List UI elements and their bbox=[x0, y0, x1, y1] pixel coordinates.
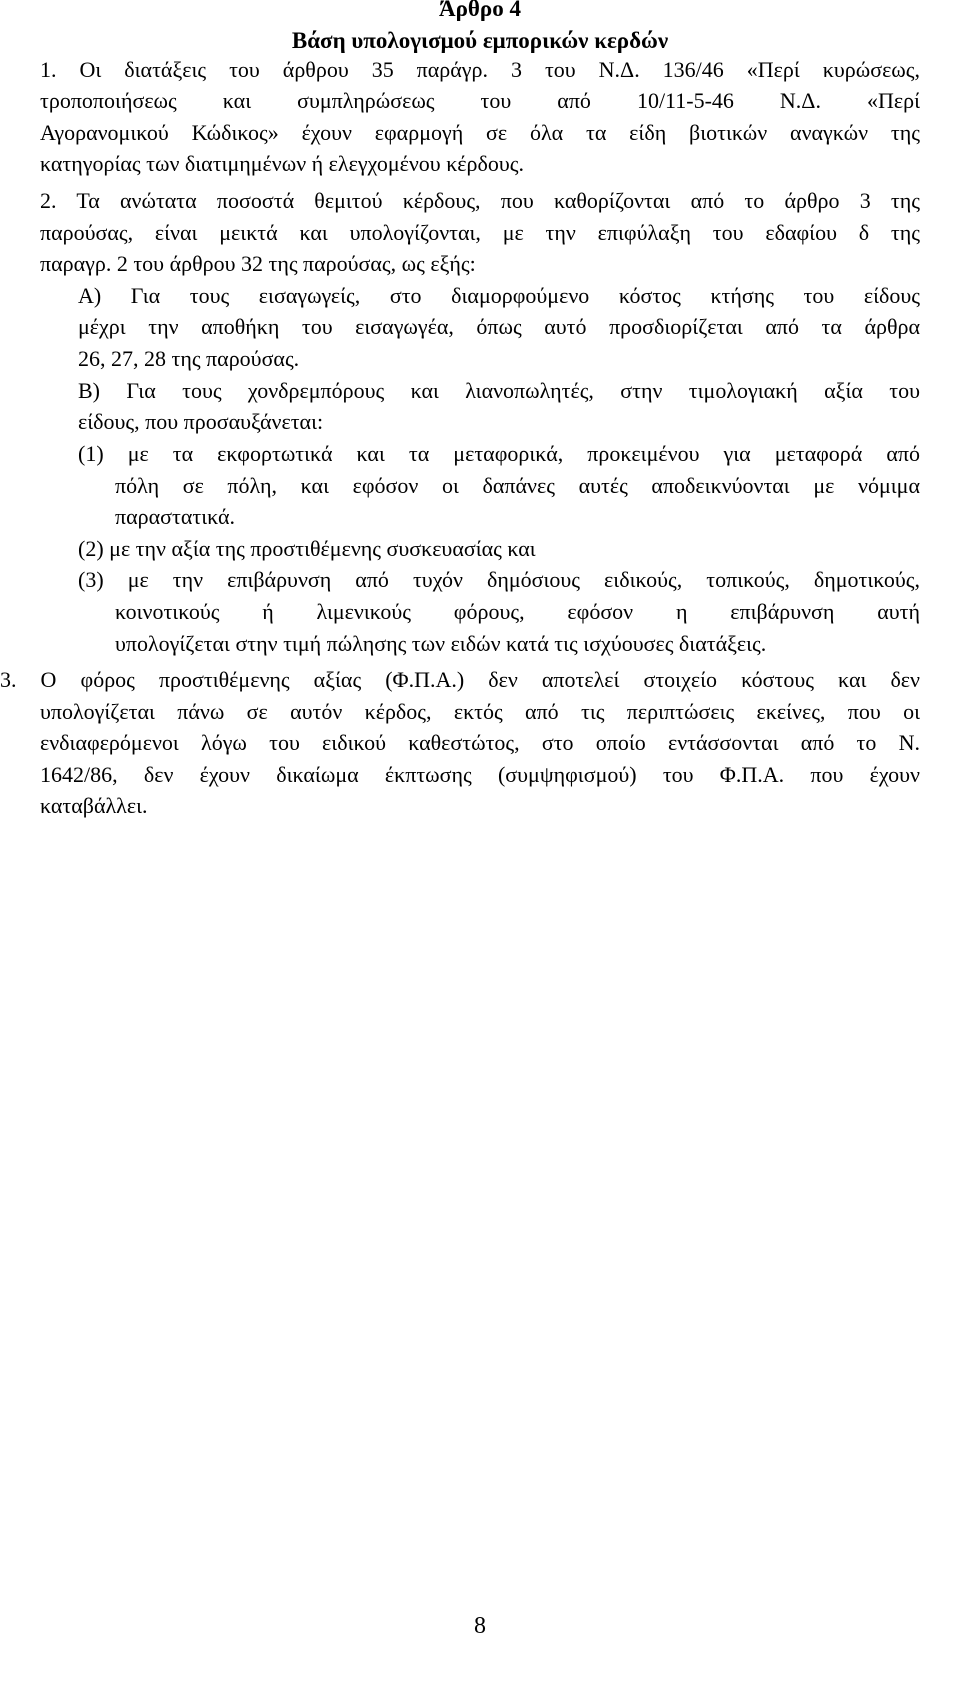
paragraph-2-line: παραγρ. 2 του άρθρου 32 της παρούσας, ως εξής: bbox=[40, 251, 476, 276]
paragraph-1-line: κατηγορίας των διατιμημένων ή ελεγχομένου κέρδους. bbox=[40, 151, 524, 176]
page-number: 8 bbox=[474, 1613, 486, 1639]
subitem-1-line: πόλη σε πόλη, και εφόσον οι δαπάνες αυτές αποδεικνύονται με νόμιμα bbox=[115, 473, 920, 498]
paragraph-1-line: τροποποιήσεως και συμπληρώσεως του από 10/11-5-46 Ν.Δ. «Περί bbox=[40, 88, 920, 113]
paragraph-1-line: Αγορανομικού Κώδικος» έχουν εφαρμογή σε όλα τα είδη βιοτικών αναγκών της bbox=[40, 120, 920, 145]
subitem-1-line: (1) με τα εκφορτωτικά και τα μεταφορικά, προκειμένου για μεταφορά από bbox=[78, 441, 920, 466]
item-a-line: A) Για τους εισαγωγείς, στο διαμορφούμενο κόστος κτήσης του είδους bbox=[78, 283, 920, 308]
item-a-line: μέχρι την αποθήκη του εισαγωγέα, όπως αυτό προσδιορίζεται από τα άρθρα bbox=[78, 314, 920, 339]
paragraph-3-line: υπολογίζεται πάνω σε αυτόν κέρδος, εκτός από τις περιπτώσεις εκείνες, που οι bbox=[40, 699, 920, 724]
article-subtitle: Βάση υπολογισμού εμπορικών κερδών bbox=[291, 28, 669, 53]
article-title: Άρθρο 4 bbox=[439, 0, 521, 21]
subitem-3-line: κοινοτικούς ή λιμενικούς φόρους, εφόσον η επιβάρυνση αυτή bbox=[115, 599, 920, 624]
paragraph-2-line: 2. Τα ανώτατα ποσοστά θεμιτού κέρδους, που καθορίζονται από το άρθρο 3 της bbox=[40, 188, 920, 213]
paragraph-3-line: καταβάλλει. bbox=[40, 793, 148, 818]
paragraph-2-line: παρούσας, είναι μεικτά και υπολογίζονται, με την επιφύλαξη του εδαφίου δ της bbox=[40, 220, 920, 245]
item-a-line: 26, 27, 28 της παρούσας. bbox=[78, 346, 300, 371]
paragraph-3-line: 1642/86, δεν έχουν δικαίωμα έκπτωσης (συμψηφισμού) του Φ.Π.Α. που έχουν bbox=[40, 762, 920, 787]
subitem-1-line: παραστατικά. bbox=[115, 504, 236, 529]
paragraph-3-line: ενδιαφερόμενοι λόγω του ειδικού καθεστώτος, στο οποίο εντάσσονται από το Ν. bbox=[40, 730, 920, 755]
item-b-line: είδους, που προσαυξάνεται: bbox=[78, 409, 324, 434]
paragraph-1-line: 1. Οι διατάξεις του άρθρου 35 παράγρ. 3 του Ν.Δ. 136/46 «Περί κυρώσεως, bbox=[40, 57, 920, 82]
paragraph-3-line: 3. Ο φόρος προστιθέμενης αξίας (Φ.Π.Α.) δεν αποτελεί στοιχείο κόστους και δεν bbox=[0, 667, 920, 692]
item-b-line: B) Για τους χονδρεμπόρους και λιανοπωλητές, στην τιμολογιακή αξία του bbox=[78, 378, 920, 403]
subitem-3-line: (3) με την επιβάρυνση από τυχόν δημόσιους ειδικούς, τοπικούς, δημοτικούς, bbox=[78, 567, 920, 592]
subitem-3-line: υπολογίζεται στην τιμή πώλησης των ειδών κατά τις ισχύουσες διατάξεις. bbox=[115, 631, 767, 656]
subitem-2-line: (2) με την αξία της προστιθέμενης συσκευασίας και bbox=[78, 536, 536, 561]
